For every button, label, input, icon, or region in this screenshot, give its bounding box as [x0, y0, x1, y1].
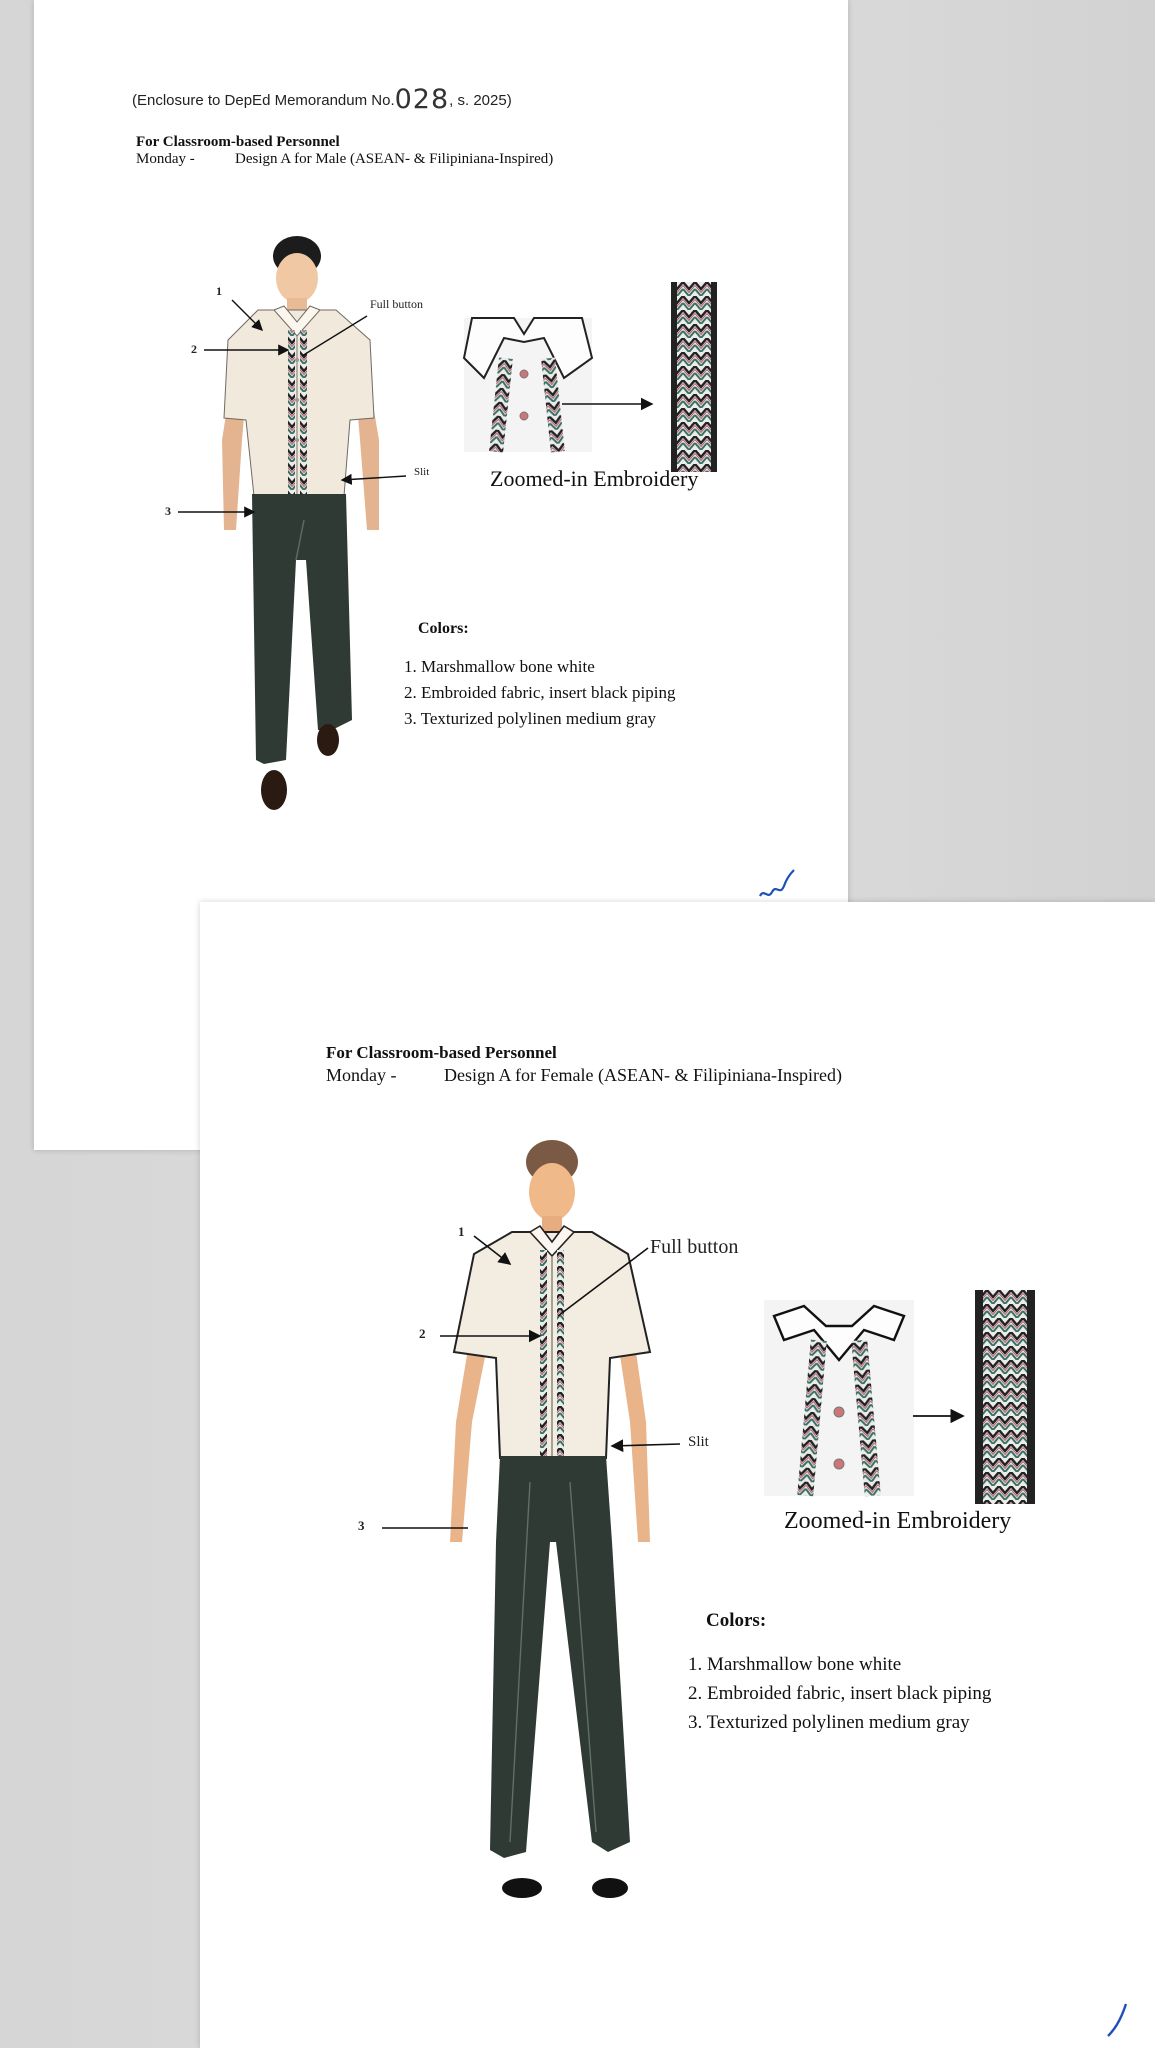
slit-label: Slit	[414, 466, 430, 478]
collar-closeup	[764, 1300, 924, 1496]
zoom-caption: Zoomed-in Embroidery	[490, 466, 699, 491]
callout-2: 2	[419, 1326, 426, 1341]
color-item: 1. Marshmallow bone white	[404, 657, 595, 676]
memo-page-female	[200, 902, 1155, 2048]
enclosure-prefix: (Enclosure to DepEd Memorandum No.	[132, 92, 395, 109]
callout-3: 3	[165, 504, 171, 518]
callout-2: 2	[191, 342, 197, 356]
callout-3: 3	[358, 1518, 365, 1533]
colors-heading: Colors:	[418, 620, 469, 637]
color-item: 3. Texturized polylinen medium gray	[688, 1712, 970, 1733]
design-title: Design A for Male (ASEAN- & Filipiniana-Inspired)	[235, 151, 554, 167]
full-button-label: Full button	[650, 1236, 739, 1258]
colors-list	[404, 654, 675, 732]
embroidery-strip	[671, 282, 717, 472]
section-heading: For Classroom-based Personnel	[136, 134, 340, 150]
colors-heading: Colors:	[706, 1610, 767, 1631]
collar-closeup	[464, 318, 604, 452]
enclosure-suffix: , s. 2025)	[449, 92, 512, 109]
slit-label: Slit	[688, 1434, 709, 1450]
color-item: 1. Marshmallow bone white	[688, 1654, 902, 1675]
zoom-arrow	[562, 398, 682, 418]
color-item: 2. Embroided fabric, insert black piping	[688, 1683, 992, 1704]
zoom-caption: Zoomed-in Embroidery	[784, 1508, 1012, 1534]
embroidery-strip	[975, 1290, 1035, 1504]
handwritten-initials	[756, 866, 796, 906]
memo-number: 028	[394, 84, 450, 115]
design-title: Design A for Female (ASEAN- & Filipiniana-Inspired)	[444, 1065, 842, 1085]
colors-list	[688, 1650, 991, 1737]
full-button-label: Full button	[370, 297, 424, 311]
color-item: 3. Texturized polylinen medium gray	[404, 709, 657, 728]
day-label: Monday -	[136, 151, 195, 167]
color-item: 2. Embroided fabric, insert black piping	[404, 683, 676, 702]
handwritten-initials	[1100, 2000, 1140, 2040]
callout-1: 1	[216, 284, 222, 298]
day-label: Monday -	[326, 1065, 397, 1085]
callout-1: 1	[458, 1224, 465, 1239]
section-heading: For Classroom-based Personnel	[326, 1043, 557, 1062]
